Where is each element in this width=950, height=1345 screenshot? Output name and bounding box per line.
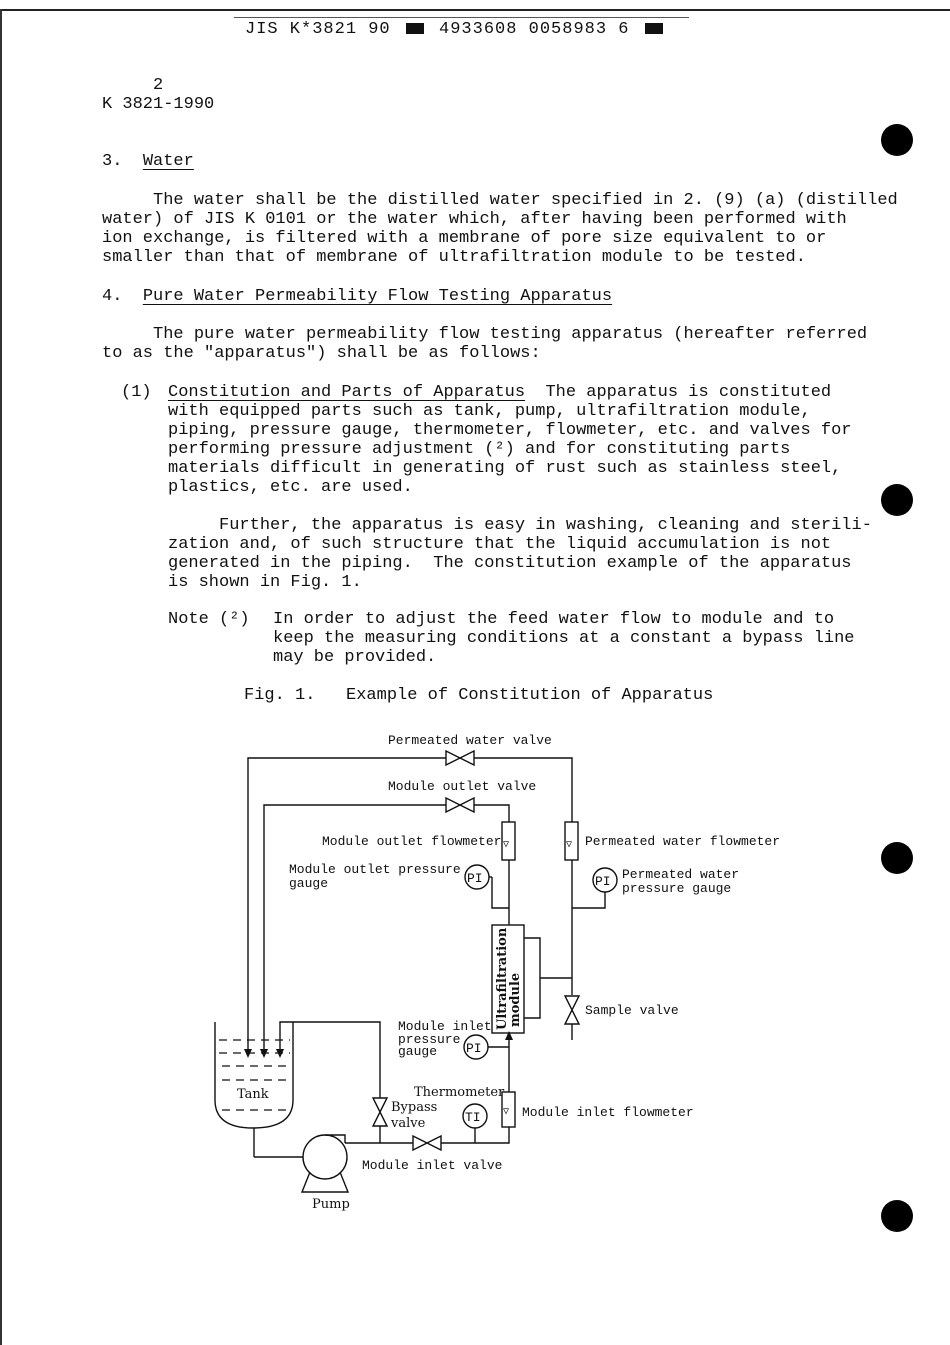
pi-symbol: PI bbox=[595, 874, 611, 889]
section-3-line: The water shall be the distilled water specified in 2. (9) (a) (distilled bbox=[102, 191, 898, 210]
header-mid-code: 4933608 0058983 6 bbox=[439, 20, 630, 39]
label-bypass-valve: Bypass bbox=[391, 1100, 438, 1115]
ti-symbol: TI bbox=[465, 1110, 481, 1125]
permeated-gauge-tap bbox=[572, 892, 605, 908]
pi-symbol: PI bbox=[467, 871, 483, 886]
section-3-line: ion exchange, is filtered with a membrane of pore size equivalent to or bbox=[102, 229, 827, 248]
section-4-number: 4. bbox=[102, 287, 123, 306]
label-module-inlet-pressure-gauge: Module inlet bbox=[398, 1019, 492, 1034]
label-module-inlet-pressure-gauge-3: gauge bbox=[398, 1044, 438, 1059]
section-3-title: Water bbox=[142, 152, 194, 171]
flow-indicator-icon: ▽ bbox=[503, 840, 510, 851]
note-label: Note (²) bbox=[168, 610, 250, 629]
item-1-para2-line: Further, the apparatus is easy in washing, cleaning and sterili- bbox=[168, 516, 872, 535]
item-1-para2-line: is shown in Fig. 1. bbox=[168, 573, 362, 592]
item-1-number: (1) bbox=[121, 383, 152, 402]
item-1-para2-line: generated in the piping. The constitution example of the apparatus bbox=[168, 554, 852, 573]
permeate-jacket bbox=[524, 938, 540, 1018]
section-4-line: to as the "apparatus") shall be as follows: bbox=[102, 344, 541, 363]
label-thermometer: Thermometer bbox=[414, 1085, 505, 1100]
sample-valve bbox=[565, 996, 579, 1024]
item-1-line: performing pressure adjustment (²) and for constituting parts bbox=[168, 440, 791, 459]
item-1-line: piping, pressure gauge, thermometer, flowmeter, etc. and valves for bbox=[168, 421, 852, 440]
label-module-outlet-pressure-gauge: Module outlet pressure bbox=[289, 862, 461, 877]
label-permeated-water-flowmeter: Permeated water flowmeter bbox=[585, 834, 781, 849]
item-1-para2-line: zation and, of such structure that the liquid accumulation is not bbox=[168, 535, 832, 554]
pi-symbol: PI bbox=[466, 1041, 482, 1056]
label-permeated-water-pressure-gauge-2: pressure gauge bbox=[622, 881, 732, 896]
figure-caption: Fig. 1. Example of Constitution of Apparatus bbox=[244, 686, 714, 705]
label-module-inlet-valve: Module inlet valve bbox=[362, 1158, 503, 1173]
section-3-line: water) of JIS K 0101 or the water which, after having been performed with bbox=[102, 210, 847, 229]
flow-indicator-icon: ▽ bbox=[503, 1107, 510, 1118]
tank bbox=[215, 1022, 293, 1128]
item-1-first-rest: The apparatus is constituted bbox=[525, 383, 832, 402]
permeated-return-pipe bbox=[248, 758, 446, 1055]
label-permeated-water-valve: Permeated water valve bbox=[388, 733, 552, 748]
permeated-water-valve bbox=[446, 751, 474, 765]
note-line: keep the measuring conditions at a constant a bypass line bbox=[273, 629, 855, 648]
item-1-line: plastics, etc. are used. bbox=[168, 478, 413, 497]
section-4-title: Pure Water Permeability Flow Testing Apparatus bbox=[142, 287, 613, 306]
label-sample-valve: Sample valve bbox=[585, 1003, 679, 1018]
section-4-line: The pure water permeability flow testing apparatus (hereafter referred bbox=[102, 325, 868, 344]
label-permeated-water-pressure-gauge: Permeated water bbox=[622, 867, 740, 882]
label-bypass-valve-2: valve bbox=[391, 1116, 426, 1131]
item-1-line: with equipped parts such as tank, pump, ultrafiltration module, bbox=[168, 402, 811, 421]
note-line: may be provided. bbox=[273, 648, 437, 667]
document-id: K 3821-1990 bbox=[102, 95, 215, 114]
item-1-title: Constitution and Parts of Apparatus bbox=[168, 383, 526, 402]
bypass-valve bbox=[373, 1098, 387, 1126]
pump-base bbox=[302, 1172, 348, 1192]
label-module-inlet-pressure-gauge-2: pressure bbox=[398, 1032, 461, 1047]
label-module-outlet-valve: Module outlet valve bbox=[388, 779, 537, 794]
outlet-gauge-tap bbox=[492, 877, 509, 908]
label-pump: Pump bbox=[312, 1197, 350, 1212]
module-outlet-pipe-right bbox=[474, 805, 509, 822]
label-uf-module-2: module bbox=[508, 972, 523, 1027]
label-module-outlet-pressure-gauge-2: gauge bbox=[289, 876, 329, 891]
item-1-line: materials difficult in generating of rust such as stainless steel, bbox=[168, 459, 842, 478]
bypass-return-pipe bbox=[280, 1022, 380, 1055]
module-inlet-valve bbox=[413, 1136, 441, 1150]
section-3-line: smaller than that of membrane of ultrafiltration module to be tested. bbox=[102, 248, 806, 267]
section-3-number: 3. bbox=[102, 152, 123, 171]
flow-indicator-icon: ▽ bbox=[566, 840, 573, 851]
page-number: 2 bbox=[153, 76, 164, 95]
label-module-inlet-flowmeter: Module inlet flowmeter bbox=[522, 1105, 694, 1120]
note-line: In order to adjust the feed water flow to module and to bbox=[273, 610, 835, 629]
module-outlet-valve bbox=[446, 798, 474, 812]
label-module-outlet-flowmeter: Module outlet flowmeter bbox=[322, 834, 502, 849]
label-uf-module: Ultrafiltration bbox=[495, 927, 510, 1030]
header-left-code: JIS K*3821 90 bbox=[245, 20, 391, 39]
label-tank: Tank bbox=[237, 1087, 269, 1102]
